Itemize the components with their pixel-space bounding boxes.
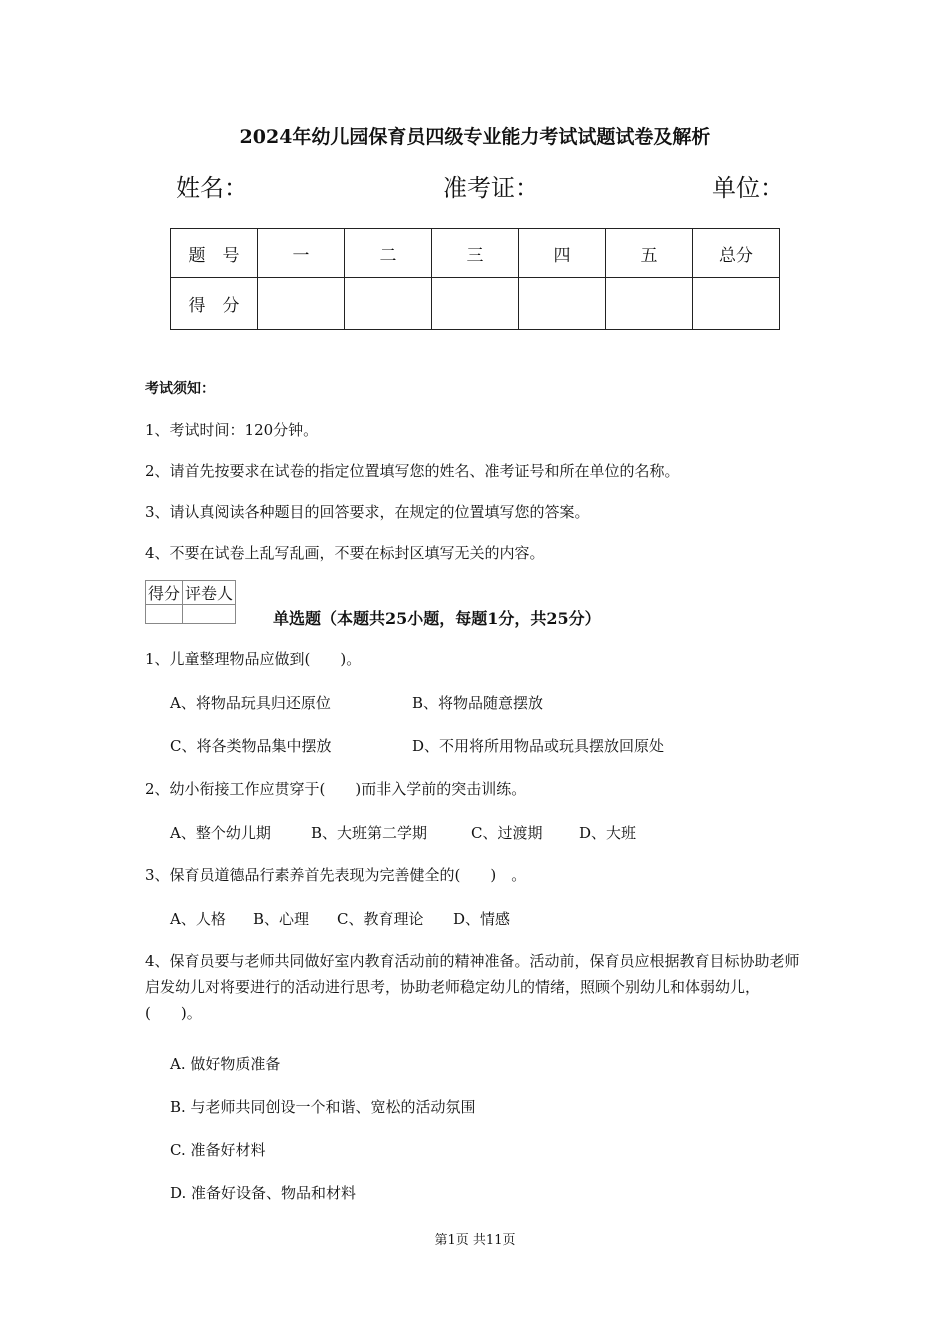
- score-table-header: 四: [519, 229, 606, 278]
- document-title: 2024年幼儿园保育员四级专业能力考试试题试卷及解析: [239, 126, 711, 148]
- option[interactable]: D、情感: [453, 910, 511, 928]
- section-title: 单选题（本题共25小题，每题1分，共25分）: [273, 609, 601, 628]
- option[interactable]: B、大班第二学期: [311, 824, 428, 842]
- option[interactable]: C、过渡期: [471, 824, 543, 842]
- question-stem: 3、保育员道德品行素养首先表现为完善健全的( ) 。: [145, 866, 527, 884]
- score-table-header: 二: [345, 229, 432, 278]
- option[interactable]: C. 准备好材料: [170, 1141, 266, 1159]
- notice-item: 4、不要在试卷上乱写乱画，不要在标封区填写无关的内容。: [145, 544, 545, 562]
- option[interactable]: D、不用将所用物品或玩具摆放回原处: [412, 737, 665, 755]
- option[interactable]: A、整个幼儿期: [170, 824, 271, 842]
- question-stem: 2、幼小衔接工作应贯穿于( )而非入学前的突击训练。: [145, 780, 527, 798]
- score-cell[interactable]: [345, 278, 432, 330]
- question-stem: 4、保育员要与老师共同做好室内教育活动前的精神准备。活动前，保育员应根据教育目标协助老师启发幼儿对将要进行的活动进行思考，协助老师稳定幼儿的情绪，照顾个别幼儿和体弱幼儿，( )。: [145, 952, 800, 1022]
- grader-score-label: 得分: [146, 581, 183, 605]
- score-table-header: 题 号: [171, 229, 258, 278]
- score-table-header: 一: [258, 229, 345, 278]
- exam-number-label: 准考证：: [443, 174, 539, 202]
- option[interactable]: C、将各类物品集中摆放: [170, 737, 332, 755]
- score-cell[interactable]: [258, 278, 345, 330]
- score-table-header: 三: [432, 229, 519, 278]
- name-label: 姓名：: [176, 174, 248, 202]
- option[interactable]: A. 做好物质准备: [170, 1055, 281, 1073]
- option[interactable]: D. 准备好设备、物品和材料: [170, 1184, 357, 1202]
- notice-item: 2、请首先按要求在试卷的指定位置填写您的姓名、准考证号和所在单位的名称。: [145, 462, 680, 480]
- grader-reviewer-cell[interactable]: [183, 605, 236, 624]
- score-table-header: 五: [606, 229, 693, 278]
- score-cell[interactable]: [693, 278, 780, 330]
- option[interactable]: B. 与老师共同创设一个和谐、宽松的活动氛围: [170, 1098, 476, 1116]
- option[interactable]: C、教育理论: [337, 910, 424, 928]
- score-table: [170, 228, 780, 330]
- score-cell[interactable]: [432, 278, 519, 330]
- notice-item: 3、请认真阅读各种题目的回答要求，在规定的位置填写您的答案。: [145, 503, 590, 521]
- grader-score-cell[interactable]: [146, 605, 183, 624]
- option[interactable]: D、大班: [579, 824, 637, 842]
- unit-label: 单位：: [712, 174, 784, 202]
- page-footer: 第1页 共11页: [434, 1233, 516, 1248]
- notice-item: 1、考试时间：120分钟。: [145, 421, 319, 439]
- option[interactable]: A、人格: [170, 910, 226, 928]
- notice-heading: 考试须知：: [145, 381, 215, 397]
- question-stem: 1、儿童整理物品应做到( )。: [145, 650, 362, 668]
- grader-reviewer-label: 评卷人: [183, 581, 236, 605]
- score-cell[interactable]: [519, 278, 606, 330]
- option[interactable]: B、将物品随意摆放: [412, 694, 544, 712]
- score-cell[interactable]: [606, 278, 693, 330]
- option[interactable]: B、心理: [253, 910, 310, 928]
- grader-box: [145, 580, 236, 624]
- score-table-header: 总分: [693, 229, 780, 278]
- option[interactable]: A、将物品玩具归还原位: [170, 694, 331, 712]
- score-row-label: 得 分: [171, 278, 258, 330]
